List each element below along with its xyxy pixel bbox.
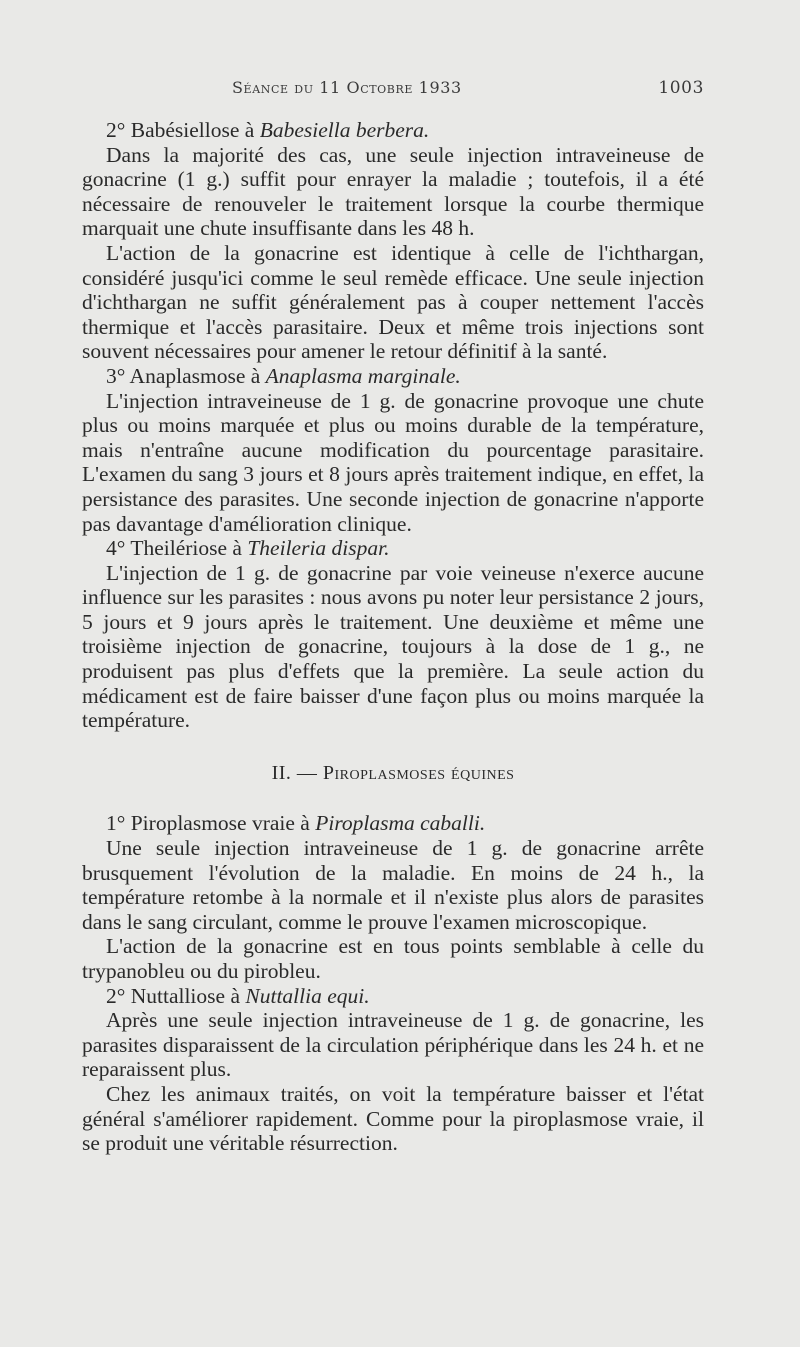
heading-number: 3° Anaplasmose à (106, 363, 266, 388)
heading-species: Piroplasma caballi. (315, 811, 486, 836)
subsection-heading-piroplasmose (82, 811, 704, 836)
subsection-heading-theileriose (82, 536, 704, 561)
heading-number: 2° Nuttalliose à (106, 983, 246, 1008)
paragraph: Chez les animaux traités, on voit la température baisser et l'état général s'améliorer rapidement. Comme pour la piroplasmose vraie, il se produit une véritable résurrection. (82, 1081, 704, 1156)
subsection-heading-babesiellose (82, 118, 704, 143)
heading-species: Anaplasma marginale. (265, 363, 461, 388)
paragraph: Après une seule injection intraveineuse de 1 g. de gonacrine, les parasites disparaissent de la circulation périphérique dans les 24 h. et ne reparaissent plus. (82, 1008, 704, 1082)
section-title-prefix: II. — (271, 761, 323, 784)
heading-number: 1° Piroplasmose vraie à (106, 811, 316, 836)
paragraph: L'injection de 1 g. de gonacrine par voie veineuse n'exerce aucune influence sur les parasites : nous avons pu noter leur persistance 2 jours, 5 jours et 9 jours après le traitement. Une deuxième et même une troisième injection de gonacrine, toujours à la dose de 1 g., ne produisent pas plus d'effets que la première. La seule action du médicament est de faire baisser d'une façon plus ou moins marquée la température. (82, 560, 704, 733)
paragraph: Dans la majorité des cas, une seule injection intraveineuse de gonacrine (1 g.) suffit pour enrayer la maladie ; toutefois, il a été nécessaire de renouveler le traitement lorsque la courbe thermique marquait une chute insuffisante dans les 48 h. (82, 142, 704, 241)
heading-species: Nuttallia equi. (245, 983, 370, 1008)
paragraph: L'injection intraveineuse de 1 g. de gonacrine provoque une chute plus ou moins marquée et plus ou moins durable de la température, mais n'entraîne aucune modification du pourcentage parasitaire. L'examen du sang 3 jours et 8 jours après traitement indique, en effet, la persistance des parasites. Une seconde injection de gonacrine n'apporte pas davantage d'amélioration clinique. (82, 388, 704, 536)
heading-species: Theileria dispar. (247, 536, 390, 561)
section-title-text: Piroplasmoses équines (322, 761, 515, 784)
paragraph: Une seule injection intraveineuse de 1 g. de gonacrine arrête brusquement l'évolution de la maladie. En moins de 24 h., la température retombe à la normale et il n'existe plus alors de parasites dans le sang circulant, comme le prouve l'examen microscopique. (82, 836, 704, 934)
subsection-heading-anaplasmose (82, 364, 704, 389)
paragraph: L'action de la gonacrine est identique à celle de l'ichthargan, considéré jusqu'ici comme le seul remède efficace. Une seule injection d'ichthargan ne suffit généralement pas à couper nettement l'accès thermique et l'accès parasitaire. Deux et même trois injections sont souvent nécessaires pour amener le retour définitif à la santé. (82, 240, 704, 364)
heading-number: 2° Babésiellose à (106, 118, 260, 142)
running-head-title: Séance du 11 Octobre 1933 (232, 78, 462, 97)
page-number: 1003 (658, 78, 704, 98)
paragraph: L'action de la gonacrine est en tous points semblable à celle du trypanobleu ou du pirobleu. (82, 934, 704, 983)
heading-species: Babesiella berbera. (259, 118, 430, 142)
section-title (82, 761, 704, 786)
subsection-heading-nuttalliose (82, 984, 704, 1009)
heading-number: 4° Theilériose à (106, 536, 248, 561)
running-head (82, 74, 704, 104)
body-text (82, 118, 704, 1156)
